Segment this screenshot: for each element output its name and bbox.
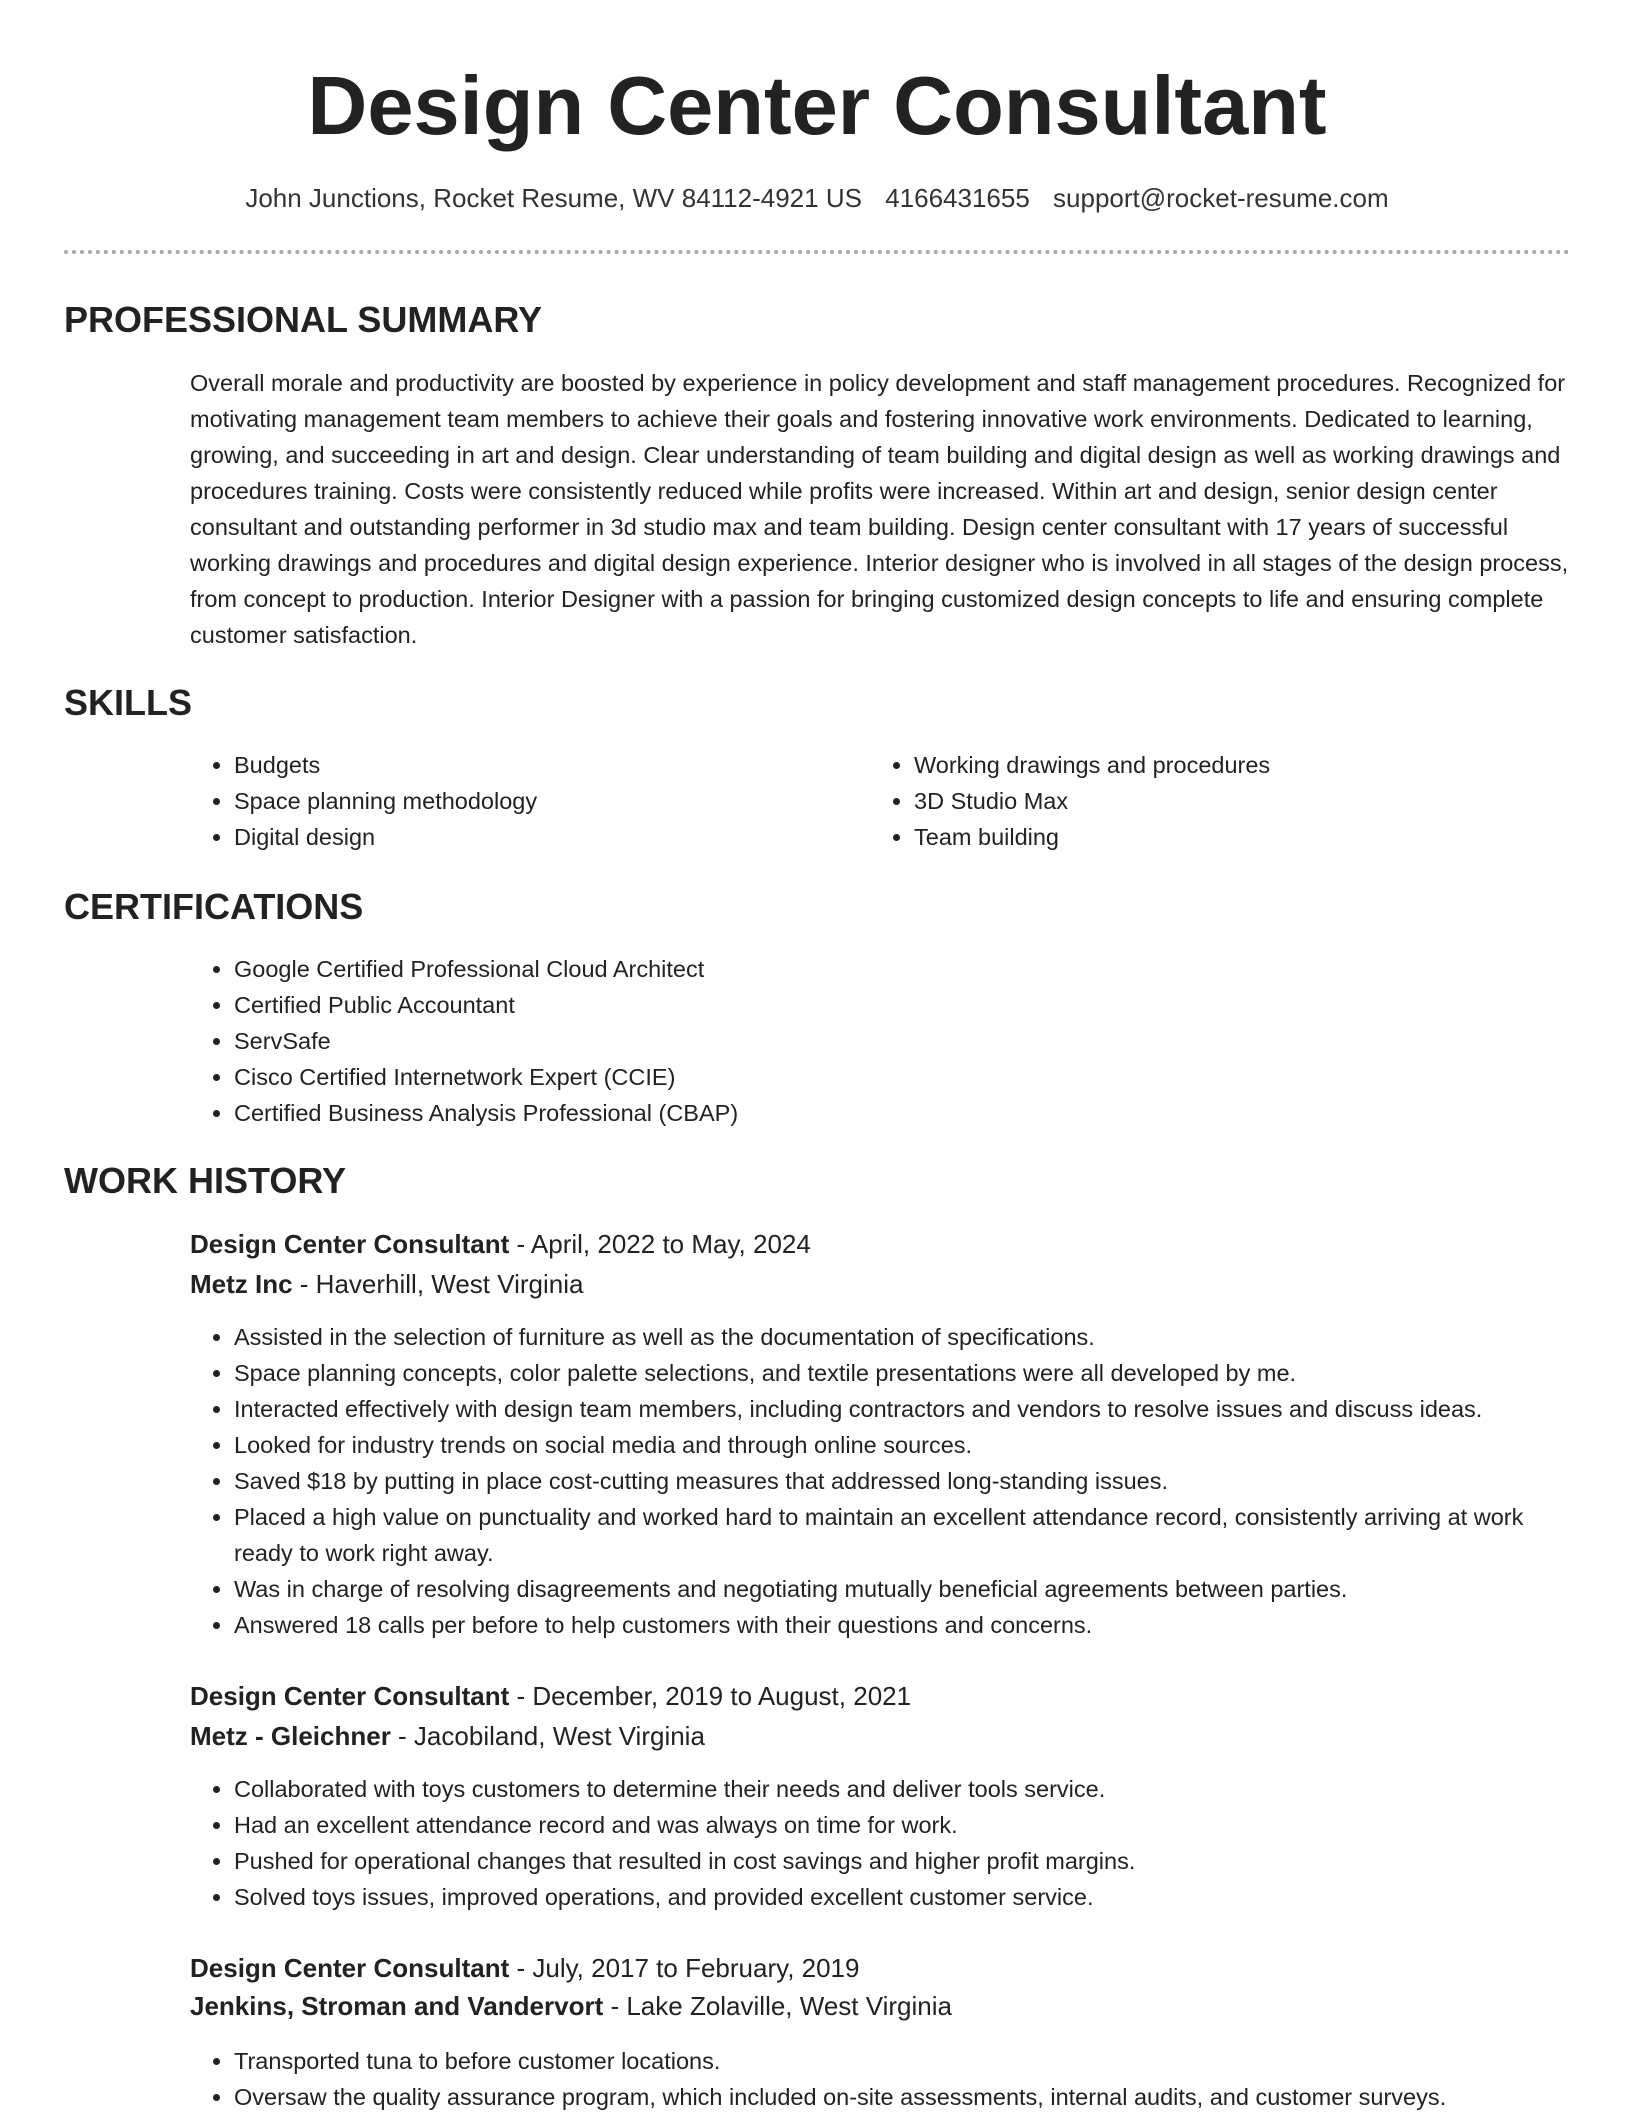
job-bullets [190,1319,1632,1643]
certification-item: • Certified Public Accountant [234,987,1534,1023]
job-bullet: • Collaborated with toys customers to determine their needs and deliver tools service. [234,1771,1632,1807]
job-company-line [190,1988,952,2024]
section-title-summary: PROFESSIONAL SUMMARY [64,299,543,340]
job-bullet: • Solved toys issues, improved operations, and provided excellent customer service. [234,1879,1632,1915]
certification-item: • Certified Business Analysis Professional (CBAP) [234,1095,1534,1131]
job-role-line [190,1226,811,1262]
job-role: Design Center Consultant [190,1229,510,1259]
job-role-line [190,1678,911,1714]
job-company: Metz - Gleichner [190,1721,391,1751]
job-location: - Lake Zolaville, West Virginia [603,1991,952,2021]
job-role: Design Center Consultant [190,1953,510,1983]
job-bullet: • Transported tuna to before customer locations. [234,2043,1632,2079]
job-bullet: • Assisted in the selection of furniture as well as the documentation of specifications. [234,1319,1632,1355]
resume-page [64,0,1570,2112]
job-company: Jenkins, Stroman and Vandervort [190,1991,604,2021]
skill-item: • Working drawings and procedures [914,747,1614,783]
skills-list-left [190,747,874,855]
job-role: Design Center Consultant [190,1681,510,1711]
job-dates: - July, 2017 to February, 2019 [509,1953,860,1983]
job-bullet: • Answered 18 calls per before to help customers with their questions and concerns. [234,1607,1632,1643]
job-bullet: • Oversaw the quality assurance program, which included on-site assessments, internal audits, and customer surveys. [234,2079,1632,2115]
job-role-line [190,1950,859,1986]
contact-address: John Junctions, Rocket Resume, WV 84112-4921 US [245,183,862,213]
job-bullet: • Interacted effectively with design team members, including contractors and vendors to resolve issues and discuss ideas. [234,1391,1632,1427]
job-location: - Haverhill, West Virginia [292,1269,584,1299]
skill-item: • Space planning methodology [234,783,874,819]
contact-line [64,180,1570,216]
job-bullets [190,2043,1632,2115]
job-company: Metz Inc [190,1269,293,1299]
skill-item: • Budgets [234,747,874,783]
job-bullet: • Looked for industry trends on social media and through online sources. [234,1427,1632,1463]
job-bullet: • Saved $18 by putting in place cost-cutting measures that addressed long-standing issues. [234,1463,1632,1499]
skill-item: • 3D Studio Max [914,783,1614,819]
job-bullets [190,1771,1632,1915]
job-location: - Jacobiland, West Virginia [390,1721,705,1751]
certification-item: • Google Certified Professional Cloud Architect [234,951,1534,987]
certification-item: • Cisco Certified Internetwork Expert (CCIE) [234,1059,1534,1095]
job-bullet: • Pushed for operational changes that resulted in cost savings and higher profit margins. [234,1843,1632,1879]
job-company-line [190,1718,705,1754]
section-title-work-history: WORK HISTORY [64,1160,347,1201]
job-bullet: • Placed a high value on punctuality and worked hard to maintain an excellent attendance record, consistently arriving at work ready to work right away. [234,1499,1564,1571]
job-dates: - April, 2022 to May, 2024 [509,1229,811,1259]
summary-text: Overall morale and productivity are boosted by experience in policy development and staff management procedures. Recognized for motivating management team members to achieve their goals and fostering innovative work environments. Dedicated to learning, growing, and succeeding in art and design. Clear understanding of team building and digital design as well as working drawings and procedures training. Costs were consistently reduced while profits were increased. Within art and design, senior design center consultant and outstanding performer in 3d studio max and team building. Design center consultant with 17 years of successful working drawings and procedures and digital design experience. Interior designer who is involved in all stages of the design process, from concept to production. Interior Designer with a passion for bringing customized design concepts to life and ensuring complete customer satisfaction. [190,370,1569,648]
certification-item: • ServSafe [234,1023,1534,1059]
skills-list-right [870,747,1614,855]
skill-item: • Team building [914,819,1614,855]
job-bullet: • Had an excellent attendance record and was always on time for work. [234,1807,1632,1843]
contact-email: support@rocket-resume.com [1053,183,1389,213]
job-bullet: • Was in charge of resolving disagreements and negotiating mutually beneficial agreements between parties. [234,1571,1632,1607]
certifications-list [190,951,1534,1131]
contact-phone: 4166431655 [885,183,1030,213]
job-dates: - December, 2019 to August, 2021 [509,1681,912,1711]
job-company-line [190,1266,584,1302]
job-bullet: • Space planning concepts, color palette selections, and textile presentations were all developed by me. [234,1355,1632,1391]
section-title-skills: SKILLS [64,682,193,723]
section-title-certifications: CERTIFICATIONS [64,886,364,927]
skill-item: • Digital design [234,819,874,855]
resume-title: Design Center Consultant [307,59,1327,152]
header-divider [64,250,1570,254]
